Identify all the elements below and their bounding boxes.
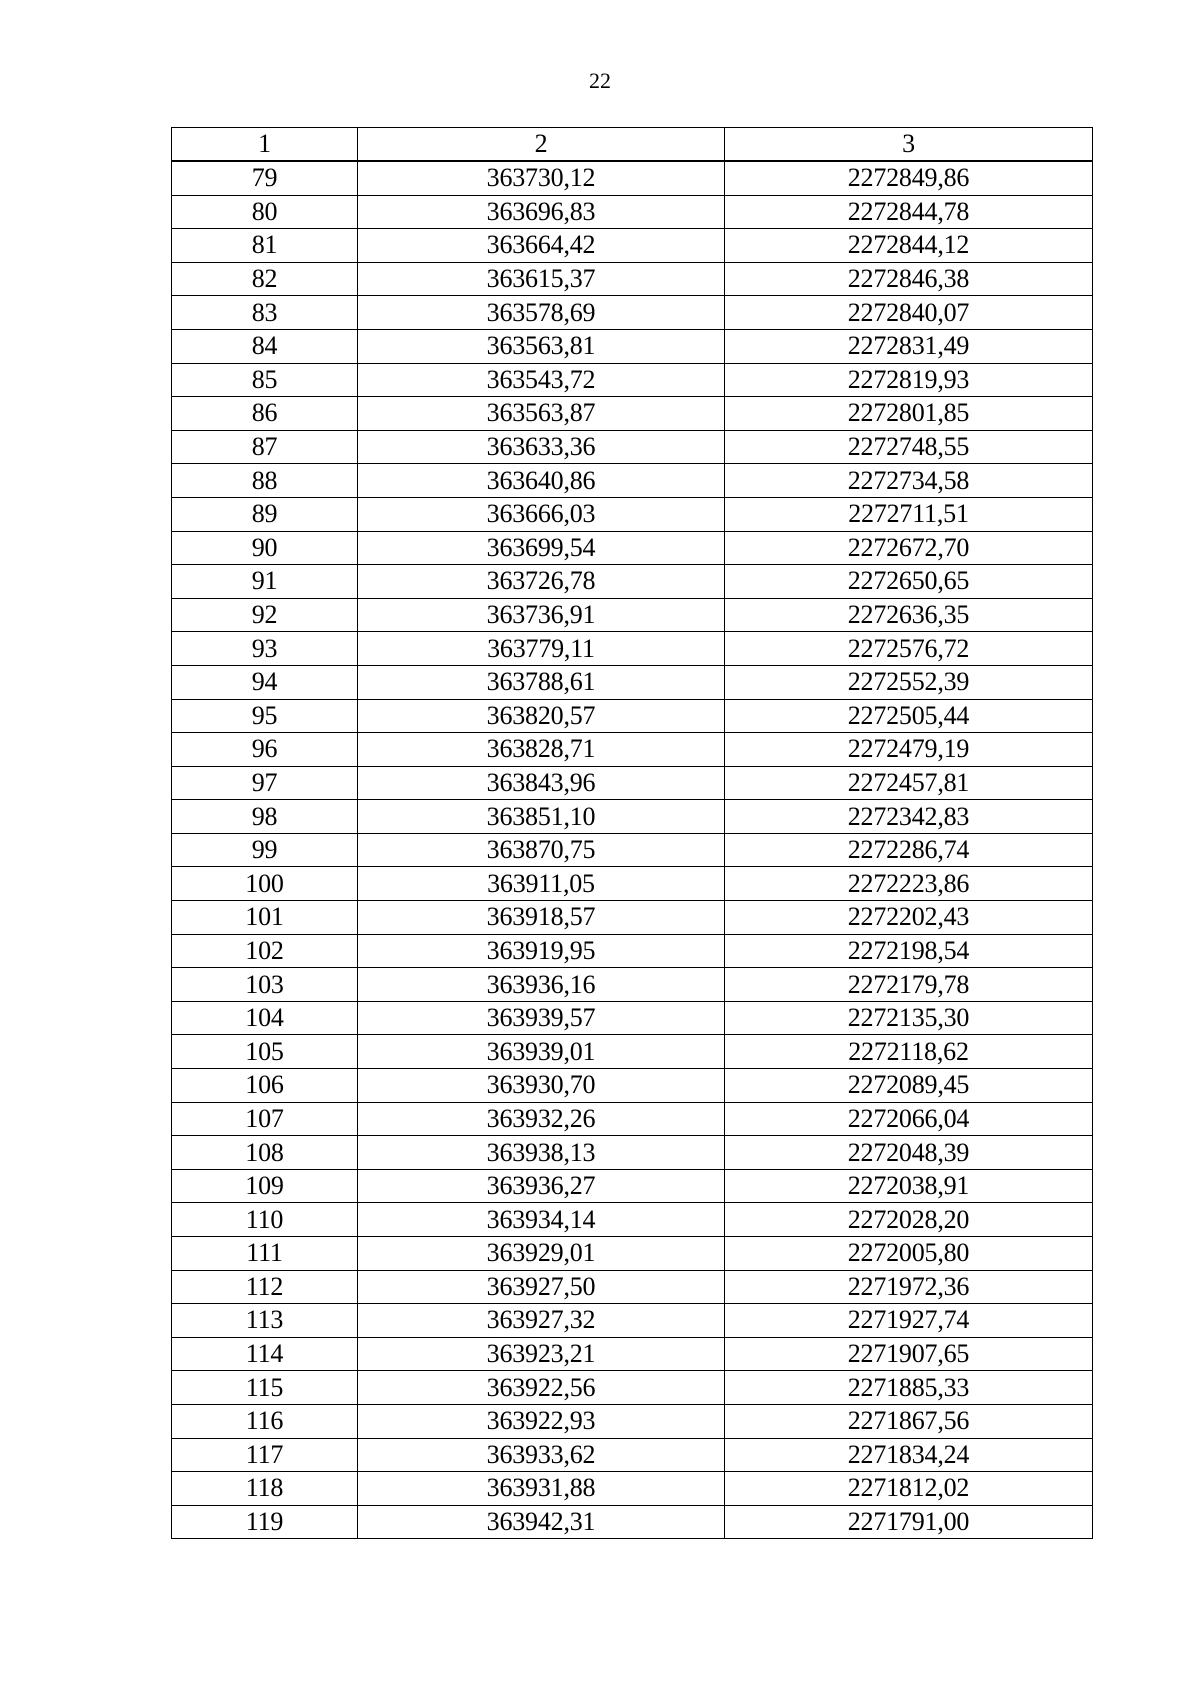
table-row xyxy=(172,1505,1093,1539)
x-coordinate-cell: 363699,54 xyxy=(358,531,725,565)
y-coordinate-cell: 2272672,70 xyxy=(725,531,1093,565)
y-coordinate-cell: 2272457,81 xyxy=(725,766,1093,800)
x-coordinate-cell: 363919,95 xyxy=(358,934,725,968)
table-row xyxy=(172,1203,1093,1237)
table-row xyxy=(172,565,1093,599)
header-row xyxy=(172,128,1093,162)
table-row xyxy=(172,296,1093,330)
x-coordinate-cell: 363543,72 xyxy=(358,363,725,397)
y-coordinate-cell: 2272846,38 xyxy=(725,262,1093,296)
table-row xyxy=(172,1069,1093,1103)
point-number-cell: 111 xyxy=(172,1237,358,1271)
table-row xyxy=(172,934,1093,968)
table-row xyxy=(172,531,1093,565)
x-coordinate-cell: 363633,36 xyxy=(358,430,725,464)
y-coordinate-cell: 2271791,00 xyxy=(725,1505,1093,1539)
x-coordinate-cell: 363936,16 xyxy=(358,968,725,1002)
table-row xyxy=(172,867,1093,901)
x-coordinate-cell: 363933,62 xyxy=(358,1438,725,1472)
table-row xyxy=(172,1404,1093,1438)
y-coordinate-cell: 2271834,24 xyxy=(725,1438,1093,1472)
y-coordinate-cell: 2272576,72 xyxy=(725,632,1093,666)
y-coordinate-cell: 2272552,39 xyxy=(725,665,1093,699)
x-coordinate-cell: 363563,87 xyxy=(358,397,725,431)
table-row xyxy=(172,1472,1093,1506)
table-row xyxy=(172,363,1093,397)
table-row xyxy=(172,497,1093,531)
y-coordinate-cell: 2272479,19 xyxy=(725,733,1093,767)
point-number-cell: 110 xyxy=(172,1203,358,1237)
y-coordinate-cell: 2272840,07 xyxy=(725,296,1093,330)
coordinates-table xyxy=(171,127,1093,1539)
y-coordinate-cell: 2271812,02 xyxy=(725,1472,1093,1506)
x-coordinate-cell: 363938,13 xyxy=(358,1136,725,1170)
point-number-cell: 80 xyxy=(172,195,358,229)
table-row xyxy=(172,1270,1093,1304)
table-row xyxy=(172,1035,1093,1069)
y-coordinate-cell: 2272748,55 xyxy=(725,430,1093,464)
x-coordinate-cell: 363922,56 xyxy=(358,1371,725,1405)
point-number-cell: 85 xyxy=(172,363,358,397)
y-coordinate-cell: 2272202,43 xyxy=(725,901,1093,935)
x-coordinate-cell: 363666,03 xyxy=(358,497,725,531)
table-row xyxy=(172,699,1093,733)
x-coordinate-cell: 363696,83 xyxy=(358,195,725,229)
point-number-cell: 100 xyxy=(172,867,358,901)
point-number-cell: 87 xyxy=(172,430,358,464)
y-coordinate-cell: 2272028,20 xyxy=(725,1203,1093,1237)
point-number-cell: 84 xyxy=(172,329,358,363)
table-row xyxy=(172,901,1093,935)
point-number-cell: 92 xyxy=(172,598,358,632)
y-coordinate-cell: 2272844,12 xyxy=(725,229,1093,263)
table-row xyxy=(172,1001,1093,1035)
table-row xyxy=(172,195,1093,229)
page-number: 22 xyxy=(589,68,611,93)
table-row xyxy=(172,430,1093,464)
point-number-cell: 81 xyxy=(172,229,358,263)
point-number-cell: 101 xyxy=(172,901,358,935)
point-number-cell: 114 xyxy=(172,1337,358,1371)
table-row xyxy=(172,329,1093,363)
point-number-cell: 119 xyxy=(172,1505,358,1539)
point-number-cell: 89 xyxy=(172,497,358,531)
x-coordinate-cell: 363563,81 xyxy=(358,329,725,363)
table-row xyxy=(172,665,1093,699)
point-number-cell: 105 xyxy=(172,1035,358,1069)
point-number-cell: 90 xyxy=(172,531,358,565)
point-number-cell: 108 xyxy=(172,1136,358,1170)
point-number-cell: 109 xyxy=(172,1169,358,1203)
y-coordinate-cell: 2272342,83 xyxy=(725,800,1093,834)
x-coordinate-cell: 363922,93 xyxy=(358,1404,725,1438)
y-coordinate-cell: 2272198,54 xyxy=(725,934,1093,968)
y-coordinate-cell: 2272636,35 xyxy=(725,598,1093,632)
point-number-cell: 99 xyxy=(172,833,358,867)
table-header xyxy=(172,128,1093,162)
point-number-cell: 117 xyxy=(172,1438,358,1472)
point-number-cell: 107 xyxy=(172,1102,358,1136)
point-number-cell: 98 xyxy=(172,800,358,834)
table-row xyxy=(172,766,1093,800)
x-coordinate-cell: 363788,61 xyxy=(358,665,725,699)
y-coordinate-cell: 2272089,45 xyxy=(725,1069,1093,1103)
y-coordinate-cell: 2272819,93 xyxy=(725,363,1093,397)
point-number-cell: 79 xyxy=(172,161,358,195)
table-body xyxy=(172,161,1093,1539)
x-coordinate-cell: 363578,69 xyxy=(358,296,725,330)
y-coordinate-cell: 2272831,49 xyxy=(725,329,1093,363)
table-row xyxy=(172,800,1093,834)
table-row xyxy=(172,262,1093,296)
table-row xyxy=(172,229,1093,263)
x-coordinate-cell: 363640,86 xyxy=(358,464,725,498)
x-coordinate-cell: 363942,31 xyxy=(358,1505,725,1539)
y-coordinate-cell: 2272844,78 xyxy=(725,195,1093,229)
y-coordinate-cell: 2272286,74 xyxy=(725,833,1093,867)
table-row xyxy=(172,1438,1093,1472)
y-coordinate-cell: 2272505,44 xyxy=(725,699,1093,733)
y-coordinate-cell: 2271907,65 xyxy=(725,1337,1093,1371)
y-coordinate-cell: 2272849,86 xyxy=(725,161,1093,195)
x-coordinate-cell: 363939,01 xyxy=(358,1035,725,1069)
table-row xyxy=(172,733,1093,767)
point-number-cell: 116 xyxy=(172,1404,358,1438)
y-coordinate-cell: 2272118,62 xyxy=(725,1035,1093,1069)
x-coordinate-cell: 363615,37 xyxy=(358,262,725,296)
point-number-cell: 102 xyxy=(172,934,358,968)
y-coordinate-cell: 2272223,86 xyxy=(725,867,1093,901)
y-coordinate-cell: 2271885,33 xyxy=(725,1371,1093,1405)
x-coordinate-cell: 363930,70 xyxy=(358,1069,725,1103)
y-coordinate-cell: 2272801,85 xyxy=(725,397,1093,431)
point-number-cell: 104 xyxy=(172,1001,358,1035)
x-coordinate-cell: 363936,27 xyxy=(358,1169,725,1203)
table-row xyxy=(172,1169,1093,1203)
table-row xyxy=(172,598,1093,632)
y-coordinate-cell: 2272038,91 xyxy=(725,1169,1093,1203)
point-number-cell: 86 xyxy=(172,397,358,431)
x-coordinate-cell: 363932,26 xyxy=(358,1102,725,1136)
point-number-cell: 94 xyxy=(172,665,358,699)
point-number-cell: 118 xyxy=(172,1472,358,1506)
table-row xyxy=(172,1337,1093,1371)
table-row xyxy=(172,464,1093,498)
x-coordinate-cell: 363779,11 xyxy=(358,632,725,666)
point-number-cell: 96 xyxy=(172,733,358,767)
y-coordinate-cell: 2272711,51 xyxy=(725,497,1093,531)
x-coordinate-cell: 363927,32 xyxy=(358,1304,725,1338)
y-coordinate-cell: 2271972,36 xyxy=(725,1270,1093,1304)
point-number-cell: 82 xyxy=(172,262,358,296)
y-coordinate-cell: 2272650,65 xyxy=(725,565,1093,599)
column-header-3: 3 xyxy=(725,128,1093,162)
x-coordinate-cell: 363911,05 xyxy=(358,867,725,901)
point-number-cell: 93 xyxy=(172,632,358,666)
y-coordinate-cell: 2272179,78 xyxy=(725,968,1093,1002)
point-number-cell: 97 xyxy=(172,766,358,800)
x-coordinate-cell: 363828,71 xyxy=(358,733,725,767)
table-row xyxy=(172,1237,1093,1271)
point-number-cell: 83 xyxy=(172,296,358,330)
point-number-cell: 113 xyxy=(172,1304,358,1338)
point-number-cell: 91 xyxy=(172,565,358,599)
x-coordinate-cell: 363939,57 xyxy=(358,1001,725,1035)
point-number-cell: 103 xyxy=(172,968,358,1002)
y-coordinate-cell: 2272005,80 xyxy=(725,1237,1093,1271)
table-row xyxy=(172,968,1093,1002)
x-coordinate-cell: 363923,21 xyxy=(358,1337,725,1371)
table-row xyxy=(172,1304,1093,1338)
x-coordinate-cell: 363664,42 xyxy=(358,229,725,263)
y-coordinate-cell: 2271927,74 xyxy=(725,1304,1093,1338)
y-coordinate-cell: 2272135,30 xyxy=(725,1001,1093,1035)
table-row xyxy=(172,397,1093,431)
point-number-cell: 95 xyxy=(172,699,358,733)
column-header-1: 1 xyxy=(172,128,358,162)
point-number-cell: 106 xyxy=(172,1069,358,1103)
x-coordinate-cell: 363736,91 xyxy=(358,598,725,632)
table-row xyxy=(172,632,1093,666)
y-coordinate-cell: 2271867,56 xyxy=(725,1404,1093,1438)
column-header-2: 2 xyxy=(358,128,725,162)
x-coordinate-cell: 363843,96 xyxy=(358,766,725,800)
point-number-cell: 88 xyxy=(172,464,358,498)
x-coordinate-cell: 363730,12 xyxy=(358,161,725,195)
y-coordinate-cell: 2272048,39 xyxy=(725,1136,1093,1170)
x-coordinate-cell: 363927,50 xyxy=(358,1270,725,1304)
table-row xyxy=(172,1371,1093,1405)
table-row xyxy=(172,161,1093,195)
x-coordinate-cell: 363726,78 xyxy=(358,565,725,599)
point-number-cell: 115 xyxy=(172,1371,358,1405)
y-coordinate-cell: 2272066,04 xyxy=(725,1102,1093,1136)
x-coordinate-cell: 363870,75 xyxy=(358,833,725,867)
table-row xyxy=(172,1102,1093,1136)
x-coordinate-cell: 363934,14 xyxy=(358,1203,725,1237)
point-number-cell: 112 xyxy=(172,1270,358,1304)
y-coordinate-cell: 2272734,58 xyxy=(725,464,1093,498)
x-coordinate-cell: 363918,57 xyxy=(358,901,725,935)
x-coordinate-cell: 363929,01 xyxy=(358,1237,725,1271)
x-coordinate-cell: 363931,88 xyxy=(358,1472,725,1506)
x-coordinate-cell: 363820,57 xyxy=(358,699,725,733)
table-row xyxy=(172,1136,1093,1170)
table-row xyxy=(172,833,1093,867)
x-coordinate-cell: 363851,10 xyxy=(358,800,725,834)
